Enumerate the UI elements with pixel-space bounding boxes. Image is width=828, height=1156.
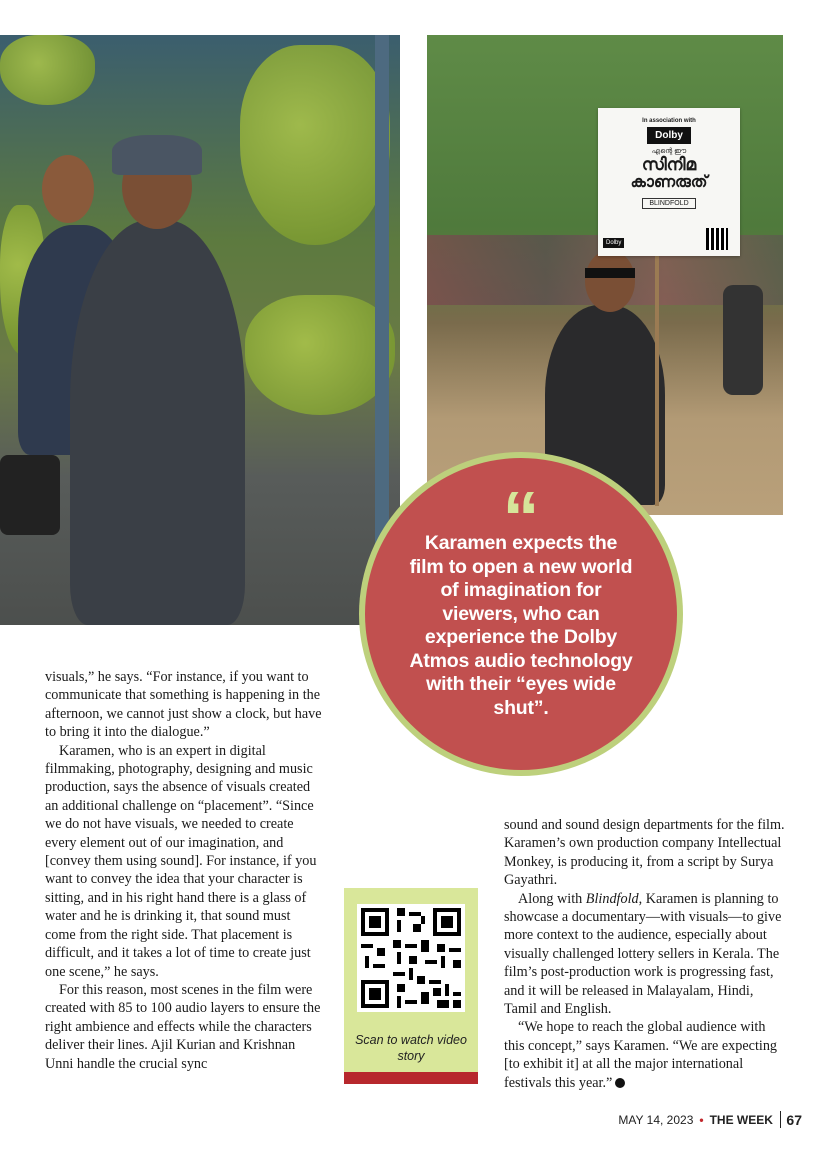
paragraph-text: Along with (518, 890, 586, 907)
sign-line-3: കാണരുത് (630, 174, 708, 191)
pull-quote-text: Karamen expects the film to open a new world of imagination for viewers, who can experience the Dolby Atmos audio technology with their “eyes wide shut”. (409, 532, 633, 719)
blindfold-image (585, 268, 635, 278)
banana-bunch-image (240, 45, 390, 245)
photo-blindfold-sign (427, 35, 783, 515)
footer-divider (780, 1111, 782, 1128)
sign-qr-icon (706, 228, 728, 250)
qr-code-icon[interactable] (357, 904, 465, 1012)
background-person-image (723, 285, 763, 395)
cap-image (112, 135, 202, 175)
pull-quote-circle (365, 458, 677, 770)
sign-line-2: സിനിമ (641, 155, 697, 174)
sign-dolby-logo: Dolby (647, 127, 691, 144)
blindfolded-man-head-image (585, 250, 635, 312)
person-left-head-image (42, 155, 94, 223)
sign-stick-image (655, 256, 659, 506)
sign-dolby-small-logo: Dolby (603, 238, 624, 248)
page-number: 67 (786, 1111, 802, 1128)
paragraph (504, 1018, 786, 1092)
paragraph-text: , Karamen is planning to showcase a documentary—with visuals—to give more context to the audience, especially about visually challenged lottery sellers in Kerala. The film’s post-production work is progressing fast, and it will be released in Malayalam, Hindi, Tamil and English. (504, 890, 782, 1018)
film-title-italic: Blindfold (585, 890, 639, 907)
paragraph: visuals,” he says. “For instance, if you want to communicate that something is happening in the afternoon, we cannot just show a clock, but have to bring it into the dialogue.” (45, 669, 322, 741)
qr-promo-box[interactable] (344, 888, 478, 1084)
sign-film-title: BLINDFOLD (642, 198, 695, 209)
paragraph-text: “We hope to reach the global audience with this concept,” says Karamen. “We are expecting [to exhibit it] at all the major international festivals this year.” (504, 1019, 778, 1091)
placard-sign (598, 108, 740, 256)
paragraph: sound and sound design departments for the film. Karamen’s own production company Intellectual Monkey, is producing it, from a script by Surya Gayathri. (504, 817, 785, 889)
footer-bullet-icon: • (699, 1112, 704, 1127)
banana-bunch-image (245, 295, 395, 415)
quote-mark-icon: “ (502, 488, 540, 532)
article-column-left (45, 668, 323, 1073)
paragraph (504, 890, 786, 1019)
footer-date: MAY 14, 2023 (618, 1112, 694, 1127)
person-center-image (70, 220, 245, 625)
photo-market-walk (0, 35, 400, 625)
paragraph: Karamen, who is an expert in digital filmmaking, photography, designing and music production, says the absence of visuals created an additional challenge on “placement”. “Since we do not have visuals, we needed to create every element out of our imagination, and [convey them using sound]. For instance, if you want to convey the idea that your character is sitting, and in his right hand there is a glass of water and he is drinking it, that sound must come from the right side. That placement is difficult, and it takes a lot of time to create just one scene,” he says. (45, 742, 317, 980)
footer-magazine-name: THE WEEK (709, 1112, 773, 1127)
camera-image (0, 455, 60, 535)
sign-line-1: എന്റെ ഈ (651, 148, 687, 155)
qr-accent-bar (344, 1072, 478, 1084)
sign-association: In association with (642, 118, 696, 124)
paragraph: For this reason, most scenes in the film were created with 85 to 100 audio layers to ensure the right ambience and effects while the characters deliver their lines. Ajil Kurian and Krishnan Unni handle the crucial sync (45, 981, 321, 1072)
page-footer (618, 1111, 802, 1128)
banana-bunch-image (0, 35, 95, 105)
end-mark-icon (615, 1078, 625, 1088)
qr-caption: Scan to watch video story (355, 1033, 467, 1063)
article-column-right (504, 816, 786, 1092)
